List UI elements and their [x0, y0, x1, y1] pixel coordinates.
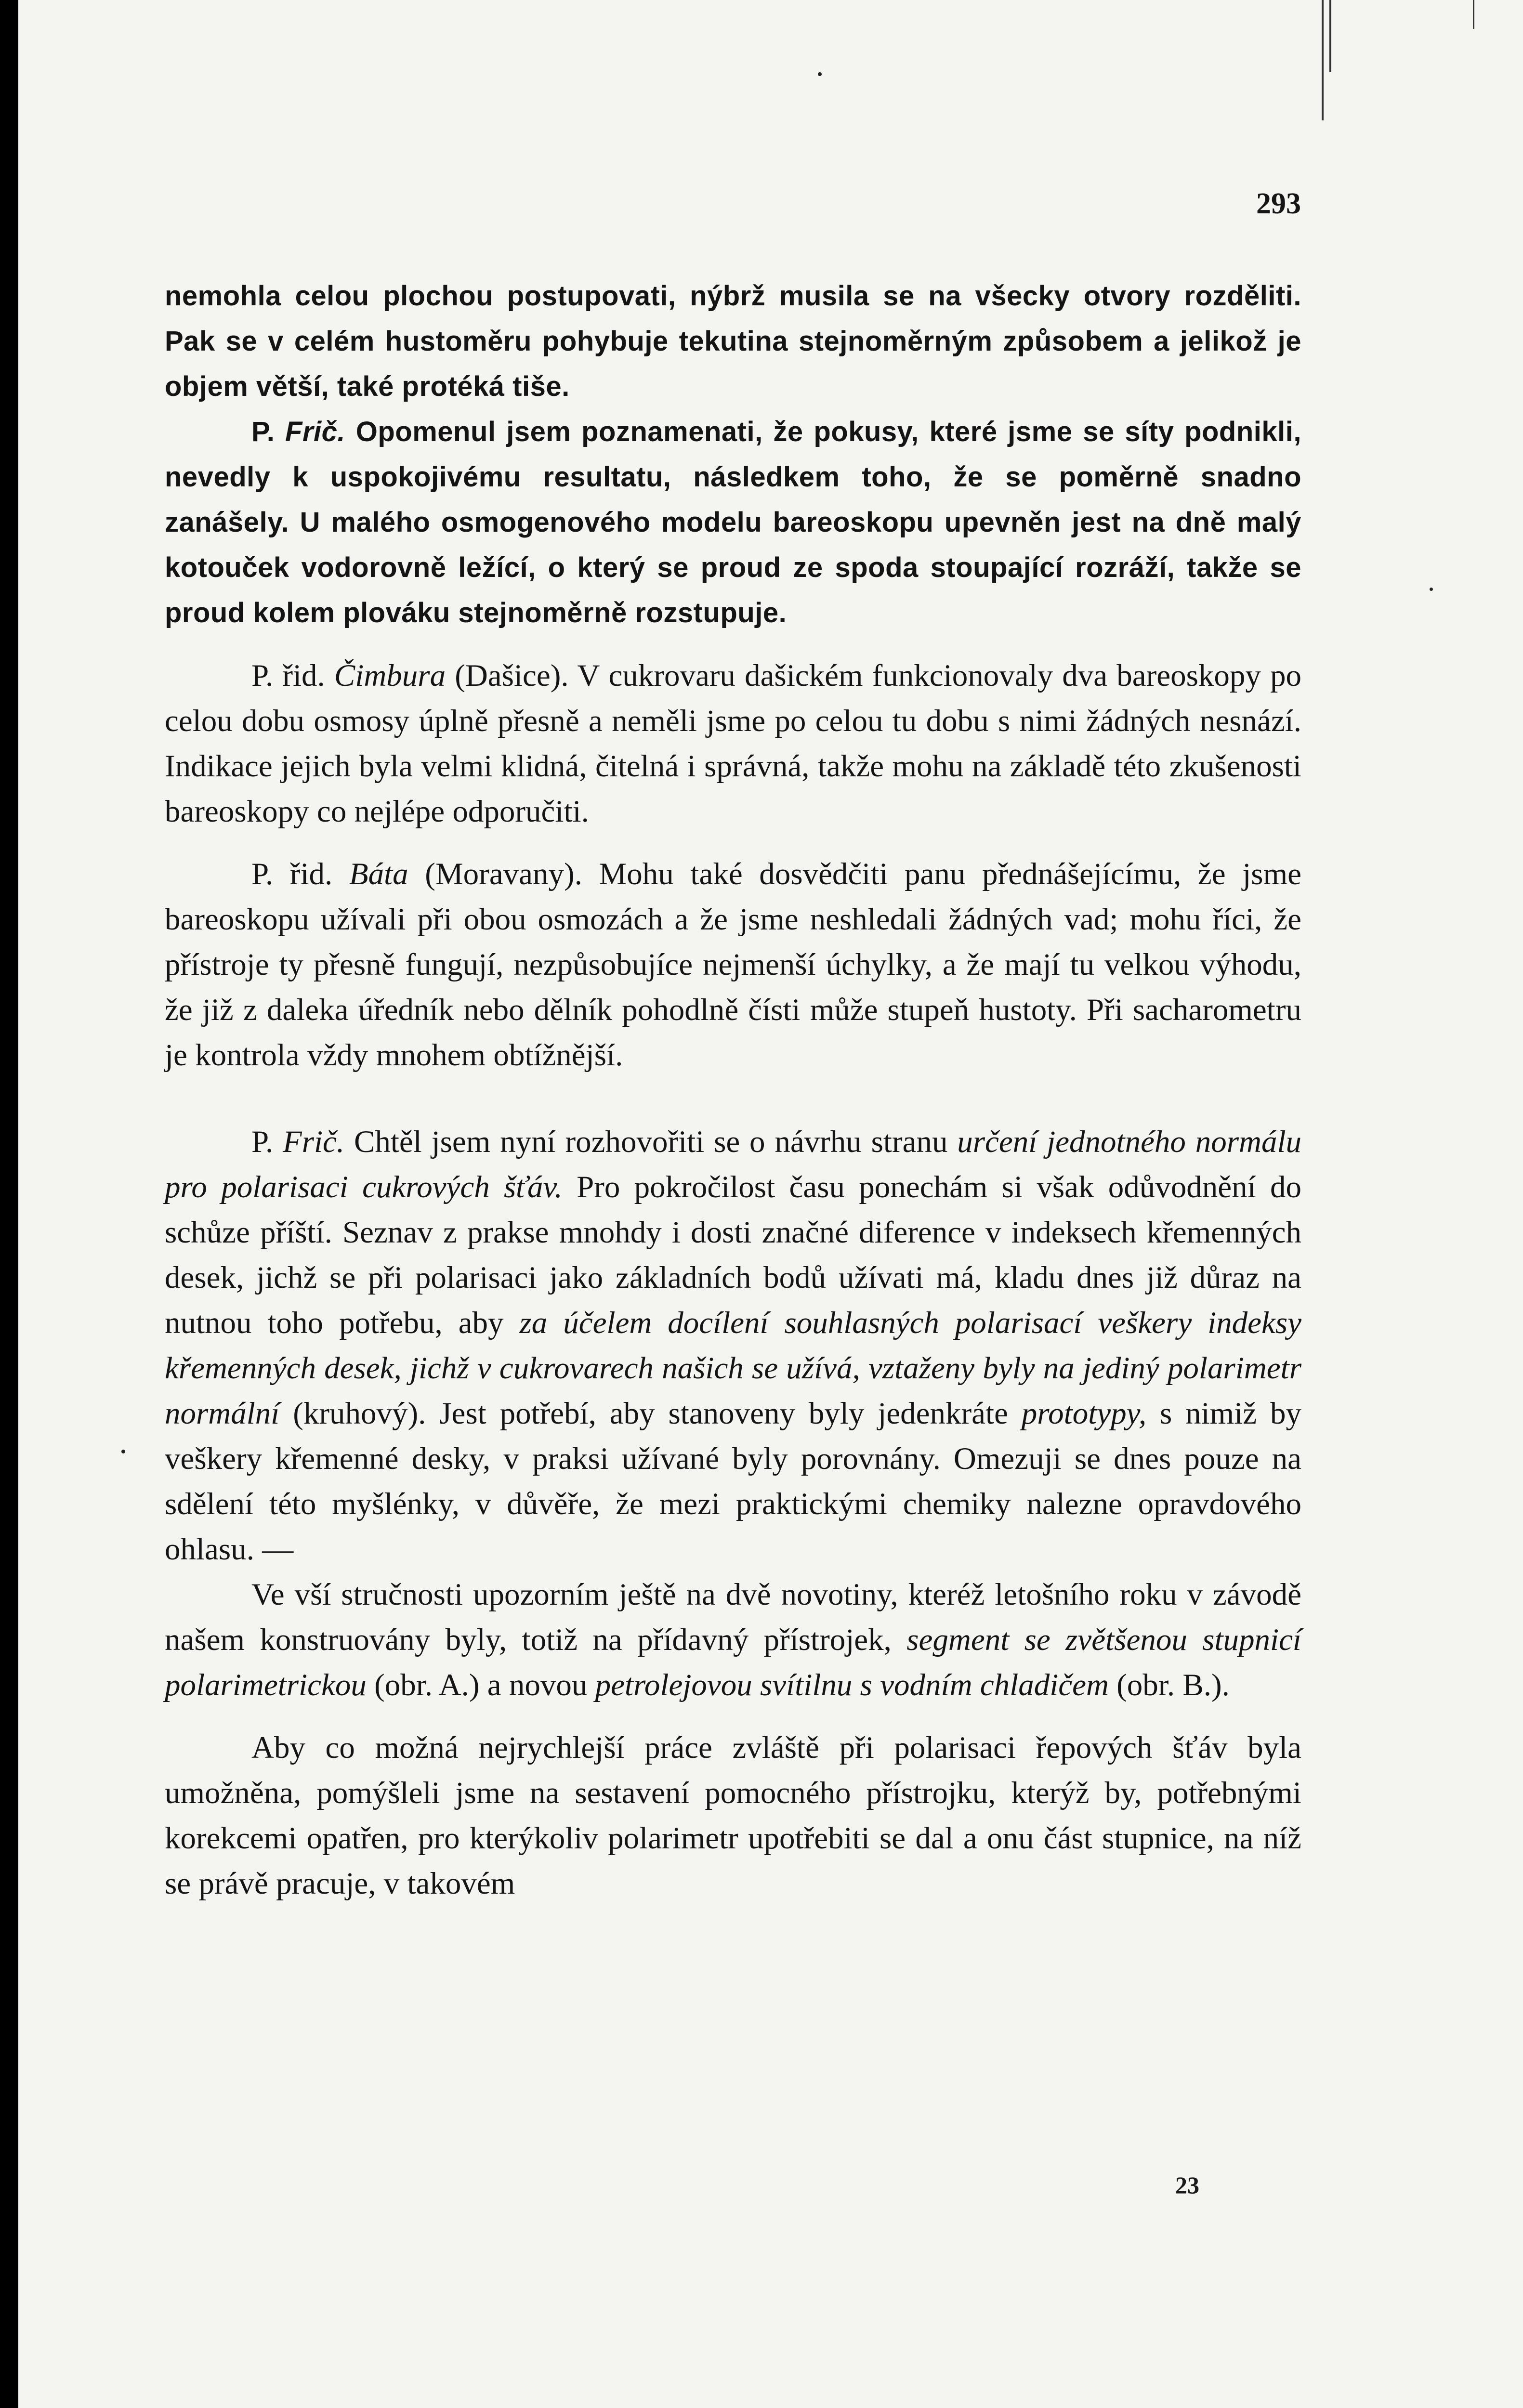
- scan-edge-line: [1322, 0, 1324, 120]
- text-span: P.: [251, 1125, 283, 1159]
- italic-text: petrolejovou svítilnu s vodním chladičem: [595, 1668, 1109, 1702]
- text-span: (obr. A.) a novou: [366, 1668, 595, 1702]
- text-span: nemohla celou plochou postupovati, nýbrž musila se na všecky otvory rozděliti. Pak se v celém hustoměru pohybuje tekutina stejnoměrným způsobem a jelikož je objem větší, také protéká tiše.: [165, 280, 1301, 402]
- text-span: (kruhový). Jest potřebí, aby stanoveny byly jedenkráte: [279, 1396, 1022, 1431]
- italic-text: Frič.: [285, 416, 346, 447]
- scan-edge-line: [1473, 0, 1474, 29]
- signature-mark: 23: [1175, 2172, 1199, 2199]
- scan-speck: [121, 1450, 125, 1453]
- paragraph: [165, 653, 1301, 834]
- text-span: Aby co možná nejrychlejší práce zvláště při polarisaci řepových šťáv byla umožněna, pomýšleli jsme na sestavení pomocného přístrojku, kterýž by, potřebnými korekcemi opatřen, pro kterýkoliv polarimetr upotřebiti se dal a onu část stupnice, na níž se právě pracuje, v takovém: [165, 1730, 1301, 1901]
- text-span: P.: [251, 416, 286, 447]
- text-span: Ve vší stručnosti upozorním ještě na dvě novotiny, kteréž letošního roku v závodě našem konstruovány byly, totiž na přídavný přístrojek,: [165, 1577, 1301, 1657]
- text-span: P. řid.: [251, 658, 334, 693]
- paragraph: [165, 1572, 1301, 1708]
- italic-text: prototypy,: [1021, 1396, 1147, 1431]
- text-span: Opomenul jsem poznamenati, že pokusy, které jsme se síty podnikli, nevedly k uspokojivému resultatu, následkem toho, že se poměrně snadno zanášely. U malého osmogenového modelu bareoskopu upevněn jest na dně malý kotouček vodorovně ležící, o který se proud ze spoda stoupající rozráží, takže se proud kolem plováku stejnoměrně rozstupuje.: [165, 416, 1302, 628]
- scan-speck: [818, 72, 822, 76]
- paragraph: [165, 1725, 1301, 1906]
- text-span: (obr. B.).: [1108, 1668, 1230, 1702]
- text-span: (Moravany). Mohu také dosvědčiti panu přednášejícímu, že jsme bareoskopu užívali při obou osmozách a že jsme neshledali žádných vad; mohu říci, že přístroje ty přesně fungují, nezpůsobujíce nejmenší úchylky, a že mají tu velkou výhodu, že již z daleka úředník nebo dělník pohodlně čísti může stupeň hustoty. Při sacharometru je kontrola vždy mnohem obtížnější.: [165, 857, 1301, 1073]
- italic-text: za účelem docílení souhlasných polarisací veškery indeksy křemenných desek, jichž v cukrovarech našich se užívá, vztaženy byly na jediný polarimetr normální: [165, 1306, 1302, 1431]
- text-span: P. řid.: [251, 857, 349, 891]
- book-page: [18, 0, 1523, 2408]
- text-body: [165, 274, 1301, 1906]
- text-span: (Dašice). V cukrovaru dašickém funkcionovaly dva bareoskopy po celou dobu osmosy úplně přesně a neměli jsme po celou tu dobu s nimi žádných nesnází. Indikace jejich byla velmi klidná, čitelná i správná, takže mohu na základě této zkušenosti bareoskopy co nejlépe odporučiti.: [165, 658, 1302, 829]
- italic-text: Čimbura: [334, 658, 446, 693]
- text-span: s nimiž by veškery křemenné desky, v praksi užívané byly porovnány. Omezuji se dnes pouze na sdělení této myšlénky, v důvěře, že mezi praktickými chemiky nalezne opravdového ohlasu. —: [165, 1396, 1301, 1567]
- paragraph: [165, 409, 1301, 636]
- text-span: Pro pokročilost času ponechám si však odůvodnění do schůze příští. Seznav z prakse mnohdy i dosti značné diference v indeksech křemenných desek, jichž se při polarisaci jako základních bodů užívati má, kladu dnes již důraz na nutnou toho potřebu, aby: [165, 1170, 1302, 1340]
- paragraph: [165, 1119, 1301, 1572]
- text-span: Chtěl jsem nyní rozhovořiti se o návrhu stranu: [344, 1125, 958, 1159]
- italic-text: Báta: [349, 857, 408, 891]
- scan-edge-line: [1329, 0, 1331, 72]
- page-number: 293: [1256, 187, 1301, 220]
- italic-text: segment se zvětšenou stupnicí polarimetrickou: [165, 1623, 1301, 1702]
- paragraph: [165, 274, 1301, 409]
- italic-text: Frič.: [283, 1125, 345, 1159]
- scan-speck: [1430, 588, 1433, 591]
- paragraph: [165, 851, 1301, 1078]
- italic-text: určení jednotného normálu pro polarisaci cukrových šťáv.: [165, 1125, 1301, 1204]
